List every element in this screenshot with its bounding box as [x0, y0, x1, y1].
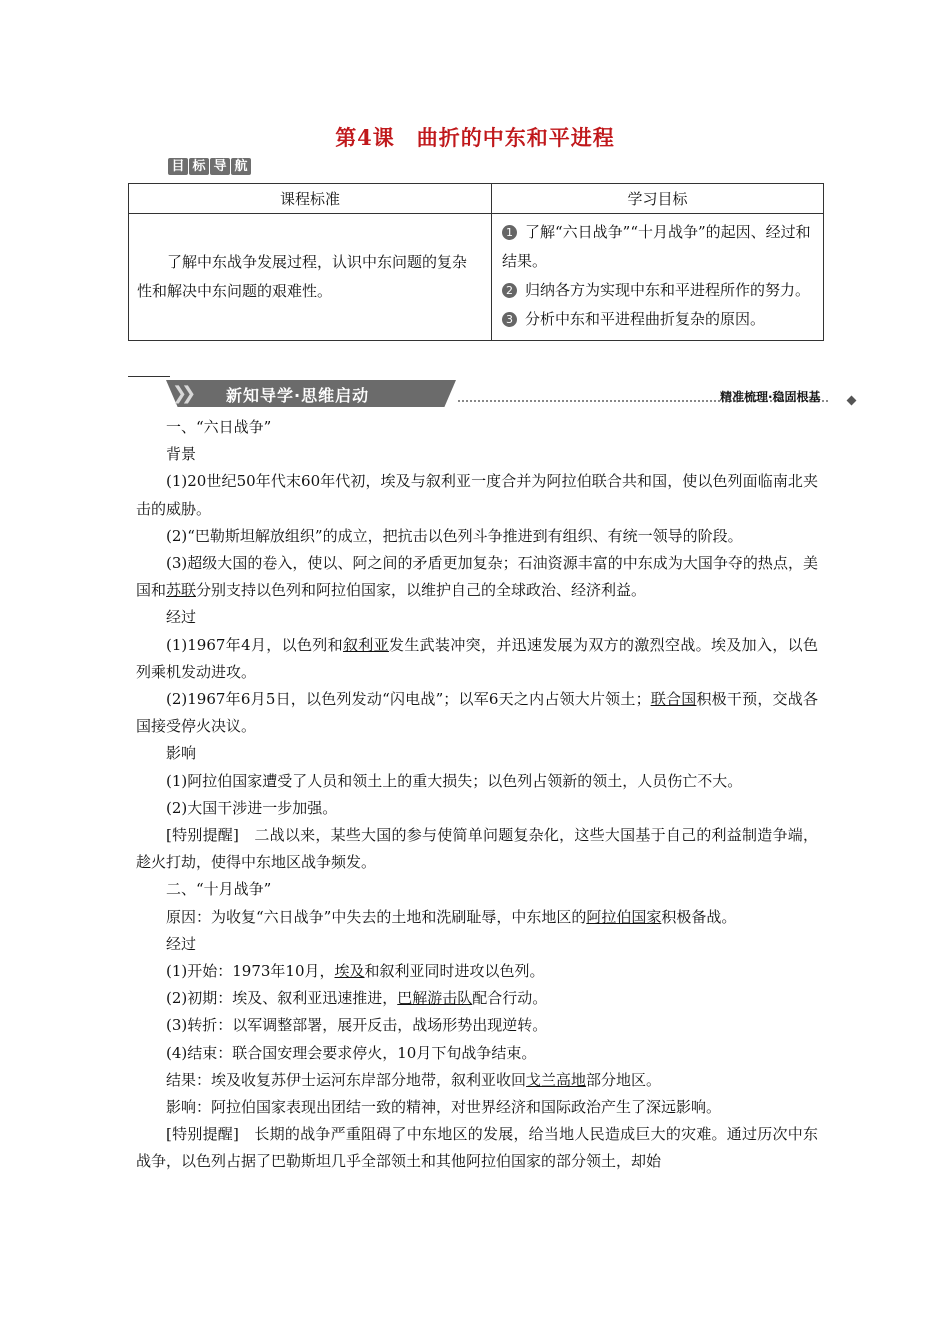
learning-goals-cell	[492, 214, 824, 341]
paragraph	[136, 904, 818, 931]
paragraph	[136, 632, 818, 686]
paragraph	[136, 1121, 818, 1175]
goal-item: 2 归纳各方为实现中东和平进程所作的努力。	[502, 276, 815, 305]
paragraph	[136, 822, 818, 876]
paragraph	[136, 876, 818, 903]
text-run: 积极干预，交战各国接受停火决议。	[136, 690, 818, 736]
paragraph	[136, 1012, 818, 1039]
objectives-nav-badge	[168, 158, 251, 175]
badge-char: 航	[231, 158, 251, 175]
banner-title: 新知导学·思维启动	[226, 386, 370, 405]
underlined-keyword: 阿拉伯国家	[586, 907, 662, 926]
text-run: 经过	[166, 934, 197, 953]
text-run: (1)20世纪50年代末60年代初，埃及与叙利亚一度合并为阿拉伯联合共和国，使以色列面临南北夹击的威胁。	[136, 472, 818, 518]
text-run: (1)1967年4月，以色列和	[166, 635, 343, 654]
underlined-keyword: 叙利亚	[342, 635, 389, 654]
lesson-title: 第4课 曲折的中东和平进程	[335, 125, 615, 150]
paragraph	[136, 604, 818, 631]
text-run: (3)转折：以军调整部署，展开反击，战场形势出现逆转。	[166, 1016, 548, 1035]
header-course-standard: 课程标准	[129, 184, 492, 214]
text-run: 配合行动。	[472, 989, 548, 1008]
banner-subtitle: 精准梳理·稳固根基	[720, 390, 821, 404]
badge-char: 标	[189, 158, 209, 175]
number-circle-icon: 1	[502, 225, 517, 240]
text-run: [特别提醒] 长期的战争严重阻碍了中东地区的发展，给当地人民造成巨大的灾难。通过历次中东战争，以色列占据了巴勒斯坦几乎全部领土和其他阿拉伯国家的部分领土，却始	[136, 1125, 818, 1171]
text-run: (2)大国干涉进一步加强。	[166, 798, 338, 817]
underlined-keyword: 联合国	[650, 690, 697, 709]
underlined-keyword: 埃及	[334, 962, 365, 981]
text-run: (2)“巴勒斯坦解放组织”的成立，把抗击以色列斗争推进到有组织、有统一领导的阶段。	[166, 526, 743, 545]
badge-char: 导	[210, 158, 230, 175]
badge-char: 目	[168, 158, 188, 175]
goal-item: 3 分析中东和平进程曲折复杂的原因。	[502, 305, 815, 334]
number-circle-icon: 2	[502, 283, 517, 298]
paragraph	[136, 686, 818, 740]
text-run: (1)阿拉伯国家遭受了人员和领土上的重大损失；以色列占领新的领土，人员伤亡不大。	[166, 771, 743, 790]
double-chevron-icon: ❯❯	[172, 383, 191, 404]
text-run: (2)1967年6月5日，以色列发动“闪电战”；以军6天之内占领大片领土；	[166, 690, 651, 709]
paragraph	[136, 1067, 818, 1094]
text-run: (1)开始：1973年10月，	[166, 962, 335, 981]
diamond-icon	[847, 396, 857, 406]
header-learning-goals: 学习目标	[492, 184, 824, 214]
text-run: (2)初期：埃及、叙利亚迅速推进，	[166, 989, 398, 1008]
course-standard-text: 了解中东战争发展过程，认识中东问题的复杂性和解决中东问题的艰难性。	[129, 214, 492, 341]
text-run: 经过	[166, 608, 197, 627]
text-run: 发生武装冲突，并迅速发展为双方的激烈空战。埃及加入，以色列乘机发动进攻。	[136, 635, 818, 681]
underlined-keyword: 巴解游击队	[397, 989, 473, 1008]
text-run: 原因：为收复“六日战争”中失去的土地和洗刷耻辱，中东地区的	[166, 907, 587, 926]
text-run: [特别提醒] 二战以来，某些大国的参与使简单问题复杂化，这些大国基于自己的利益制造争端，趁火打劫，使得中东地区战争频发。	[136, 826, 818, 872]
text-run: 分别支持以色列和阿拉伯国家，以维护自己的全球政治、经济利益。	[196, 581, 647, 600]
text-run: 影响：阿拉伯国家表现出团结一致的精神，对世界经济和国际政治产生了深远影响。	[166, 1098, 722, 1117]
text-run: (3)超级大国的卷入，使以、阿之间的矛盾更加复杂；石油资源丰富的中东成为大国争夺的热点，美国和	[136, 554, 818, 600]
text-run: 部分地区。	[586, 1070, 662, 1089]
paragraph	[136, 958, 818, 985]
paragraph	[136, 414, 818, 441]
text-run: (4)结束：联合国安理会要求停火，10月下旬战争结束。	[166, 1043, 537, 1062]
text-run: 和叙利亚同时进攻以色列。	[364, 962, 545, 981]
paragraph	[136, 441, 818, 468]
number-circle-icon: 3	[502, 312, 517, 327]
paragraph	[136, 985, 818, 1012]
paragraph	[136, 468, 818, 522]
section-banner	[128, 376, 868, 412]
paragraph	[136, 523, 818, 550]
text-run: 积极备战。	[661, 907, 737, 926]
underlined-keyword: 戈兰高地	[526, 1070, 587, 1089]
text-run: 结果：埃及收复苏伊士运河东岸部分地带，叙利亚收回	[166, 1070, 527, 1089]
paragraph	[136, 931, 818, 958]
text-run: 背景	[166, 445, 197, 464]
goal-item: 1 了解“六日战争”“十月战争”的起因、经过和结果。	[502, 223, 811, 270]
paragraph	[136, 740, 818, 767]
paragraph	[136, 768, 818, 795]
objectives-table	[128, 183, 824, 341]
text-run: 二、“十月战争”	[166, 880, 272, 899]
paragraph	[136, 1094, 818, 1121]
underlined-keyword: 苏联	[166, 581, 197, 600]
text-run: 影响	[166, 744, 197, 763]
paragraph	[136, 550, 818, 604]
text-run: 一、“六日战争”	[166, 418, 272, 436]
paragraph	[136, 795, 818, 822]
paragraph	[136, 1040, 818, 1067]
main-content	[136, 414, 818, 1176]
